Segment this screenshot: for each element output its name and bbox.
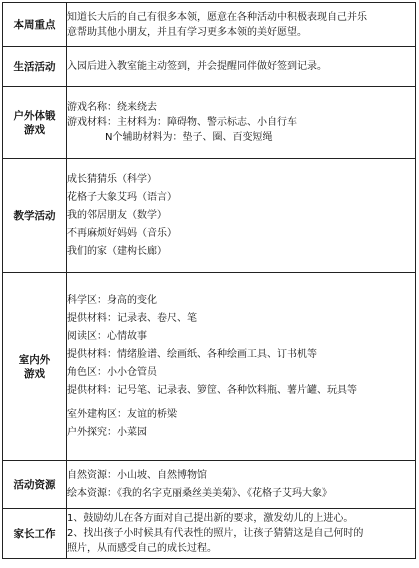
row-life-activity — [3, 47, 416, 87]
row-parent-work — [3, 509, 416, 559]
content-outdoor-exercise — [67, 87, 416, 159]
label-activity-resources: 活动资源 — [3, 461, 67, 509]
games-line: 科学区：身高的变化 — [67, 294, 157, 306]
life-line: 入园后进入教室能主动签到，并会提醒同伴做好签到记录。 — [67, 61, 327, 72]
content-activity-resources — [67, 461, 416, 509]
label-outdoor-exercise: 户外体锻 游戏 — [3, 87, 67, 159]
row-weekly-focus — [3, 3, 416, 47]
weekly-plan-table — [2, 2, 416, 559]
parents-line: 照片，从而感受自己的成长过程。 — [67, 543, 217, 554]
games-line: 阅读区：心情故事 — [67, 330, 147, 342]
label-parent-work: 家长工作 — [3, 509, 67, 559]
games-line: 角色区：小小仓管员 — [67, 366, 157, 378]
label-life-activity: 生活活动 — [3, 47, 67, 87]
label-teaching-activity: 教学活动 — [3, 159, 67, 273]
games-line: 室外建构区：友谊的桥梁 — [67, 408, 177, 420]
teaching-line: 我们的家（建构长廊） — [67, 245, 167, 257]
outdoor-line: N个辅助材料为：垫子、圈、百变短绳 — [105, 132, 273, 143]
label-weekly-focus: 本周重点 — [3, 3, 67, 47]
games-line: 提供材料：记录表、卷尺、笔 — [67, 312, 197, 324]
content-indoor-outdoor-games — [67, 273, 416, 461]
games-line: 提供材料：记号笔、记录表、箩筐、各种饮料瓶、薯片罐、玩具等 — [67, 384, 357, 396]
parents-line: 2、找出孩子小时候具有代表性的照片，让孩子猜猜这是自己何时的 — [67, 528, 364, 539]
row-outdoor-exercise — [3, 87, 416, 159]
content-life-activity — [67, 47, 416, 87]
teaching-line: 成长猜猜乐（科学） — [67, 173, 157, 185]
teaching-line: 不再麻烦好妈妈（音乐） — [67, 227, 177, 239]
focus-line: 意帮助其他小朋友，并且有学习更多本领的美好愿望。 — [67, 26, 307, 38]
focus-line: 知道长大后的自己有很多本领，愿意在各种活动中积极表现自己并乐 — [67, 11, 367, 23]
row-teaching-activity — [3, 159, 416, 273]
content-parent-work — [67, 509, 416, 559]
parents-line: 1、鼓励幼儿在各方面对自己提出新的要求，激发幼儿的上进心。 — [67, 513, 354, 524]
row-indoor-outdoor-games — [3, 273, 416, 461]
games-line: 户外探究：小菜园 — [67, 426, 147, 438]
teaching-line: 我的邻居朋友（数学） — [67, 209, 167, 221]
label-indoor-outdoor-games: 室内外 游戏 — [3, 273, 67, 461]
resources-line: 绘本资源：《我的名字克丽桑丝美美菊》、《花格子艾玛大象》 — [67, 487, 332, 499]
row-activity-resources — [3, 461, 416, 509]
outdoor-line: 游戏材料：主材料为：障碍物、警示标志、小自行车 — [67, 117, 297, 128]
content-weekly-focus — [67, 3, 416, 47]
games-line: 提供材料：情绪脸谱、绘画纸、各种绘画工具、订书机等 — [67, 348, 317, 360]
resources-line: 自然资源：小山坡、自然博物馆 — [67, 469, 207, 481]
teaching-line: 花格子大象艾玛（语言） — [67, 191, 177, 203]
outdoor-line: 游戏名称：绕来绕去 — [67, 102, 157, 113]
content-teaching-activity — [67, 159, 416, 273]
